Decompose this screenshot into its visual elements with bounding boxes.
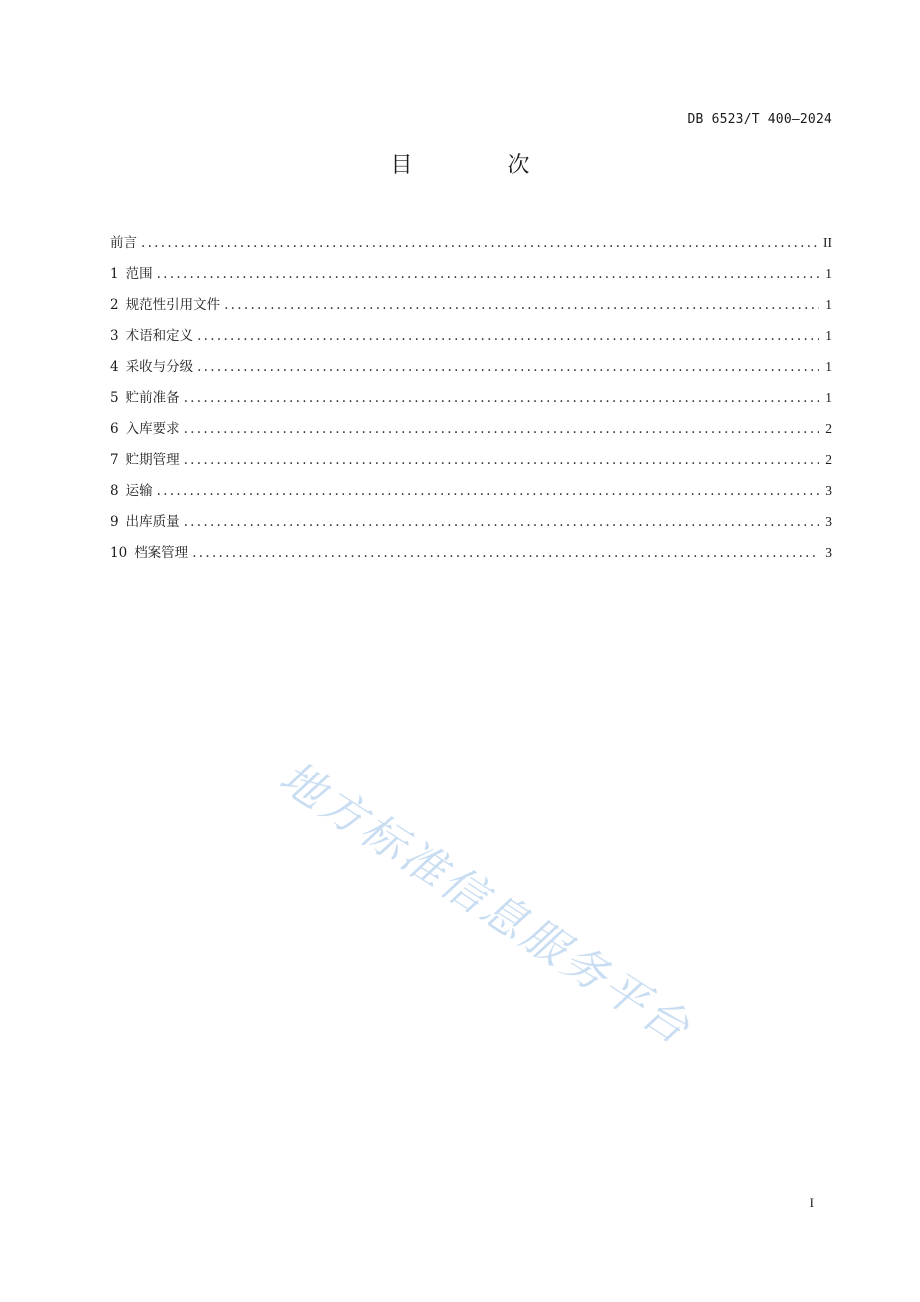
toc-entry-label: 档案管理 [134, 545, 189, 561]
toc-entry-harvest-grading[interactable] [110, 357, 832, 388]
toc-leader-dots [184, 450, 820, 470]
page-title: 目 次 [390, 153, 574, 178]
toc-entry-number: 3 [110, 328, 119, 344]
toc-leader-dots [157, 264, 820, 284]
toc-entry-terms-definitions[interactable] [110, 326, 832, 357]
toc-entry-number: 10 [110, 545, 128, 561]
toc-entry-page: 2 [825, 421, 832, 436]
toc-entry-transport[interactable] [110, 481, 832, 512]
toc-entry-storage-preparation[interactable] [110, 388, 832, 419]
toc-entry-number: 9 [110, 514, 119, 530]
toc-entry-number: 1 [110, 266, 119, 282]
toc-entry-page: 1 [825, 328, 832, 343]
toc-leader-dots [197, 326, 819, 346]
toc-entry-number: 7 [110, 452, 119, 468]
toc-entry-number: 6 [110, 421, 119, 437]
page-number: I [809, 1195, 814, 1210]
toc-entry-page: 3 [825, 545, 832, 560]
toc-entry-label: 入库要求 [125, 421, 180, 437]
toc-entry-scope[interactable] [110, 264, 832, 295]
table-of-contents [110, 233, 832, 574]
toc-entry-foreword[interactable] [110, 233, 832, 264]
toc-entry-page: 1 [825, 297, 832, 312]
toc-entry-records-management[interactable] [110, 543, 832, 574]
toc-entry-page: 2 [825, 452, 832, 467]
toc-entry-label: 贮前准备 [125, 390, 180, 406]
toc-entry-normative-references[interactable] [110, 295, 832, 326]
toc-entry-label: 采收与分级 [125, 359, 194, 375]
toc-entry-label: 范围 [125, 266, 153, 282]
toc-entry-number: 5 [110, 390, 119, 406]
toc-entry-number: 8 [110, 483, 119, 499]
toc-entry-number: 2 [110, 297, 119, 313]
toc-entry-label: 贮期管理 [125, 452, 180, 468]
toc-entry-label: 出库质量 [125, 514, 180, 530]
toc-leader-dots [184, 419, 820, 439]
watermark: 地方标准信息服务平台 [270, 751, 701, 1056]
toc-entry-page: 1 [825, 359, 832, 374]
toc-entry-page: 1 [825, 390, 832, 405]
toc-entry-label: 术语和定义 [125, 328, 194, 344]
toc-entry-warehousing-requirements[interactable] [110, 419, 832, 450]
toc-entry-label: 规范性引用文件 [125, 297, 221, 313]
toc-entry-label: 运输 [125, 483, 153, 499]
toc-entry-page: 3 [825, 514, 832, 529]
toc-leader-dots [157, 481, 820, 501]
toc-leader-dots [197, 357, 819, 377]
toc-entry-page: II [823, 235, 832, 250]
standard-code: DB 6523/T 400—2024 [687, 112, 832, 127]
toc-entry-page: 1 [825, 266, 832, 281]
toc-entry-label: 前言 [110, 235, 137, 251]
toc-entry-outbound-quality[interactable] [110, 512, 832, 543]
toc-entry-page: 3 [825, 483, 832, 498]
toc-leader-dots [184, 388, 820, 408]
toc-entry-storage-management[interactable] [110, 450, 832, 481]
toc-leader-dots [184, 512, 820, 532]
toc-leader-dots [224, 295, 819, 315]
toc-entry-number: 4 [110, 359, 119, 375]
toc-leader-dots [192, 543, 819, 563]
toc-leader-dots [141, 233, 817, 253]
